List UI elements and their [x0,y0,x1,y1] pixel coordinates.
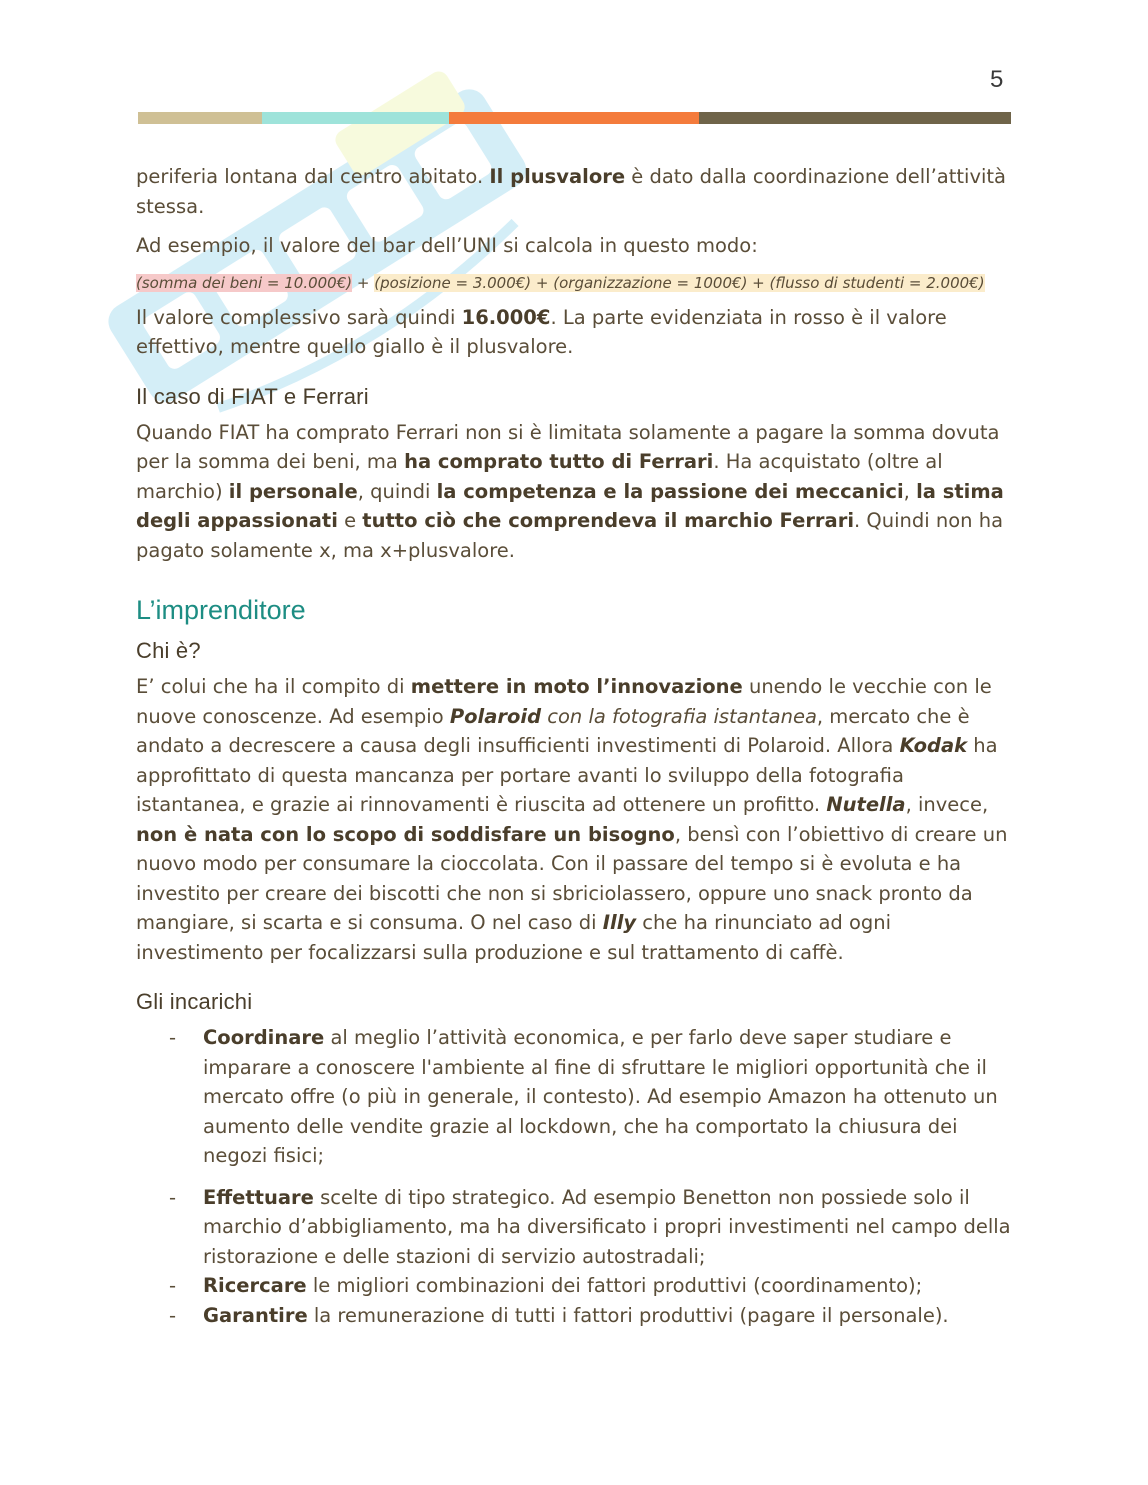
list-item [136,1301,1016,1331]
text: , invece, [905,793,989,816]
paragraph-chi-e [136,672,1016,967]
text: al meglio l’attività economica, e per farlo deve saper studiare e imparare a conoscere l'ambiente al fine di sfruttare le migliori opportunità che il mercato offre (o più in generale, il contesto). Ad esempio Amazon ha ottenuto un aumento delle vendite grazie al lockdown, che ha comportato la chiusura dei negozi fisici; [203,1026,998,1167]
rule-segment-teal [262,112,449,124]
bold-text: il personale [228,479,358,503]
text: ha approfittato di questa mancanza per portare avanti lo sviluppo della fotografia istantanea, e grazie ai rinnovamenti è riuscita ad ottenere un profitto. [136,734,998,816]
header-color-rule [138,112,1011,124]
text: è dato dalla coordinazione dell’attività stessa. [136,165,1007,218]
bold-italic-text: Nutella [826,793,906,816]
list-dash: - [169,1303,177,1327]
list-dash: - [169,1274,177,1297]
list-item [136,1183,1016,1272]
bold-text: Coordinare [203,1026,325,1049]
incarichi-list [136,1023,1016,1330]
text: che ha rinunciato ad ogni investimento per focalizzarsi sulla produzione e sul trattamento di caffè. [136,911,892,964]
bold-text: Il plusvalore [489,165,626,188]
bold-text: la stima degli appassionati [136,479,1004,532]
bold-text: Ricercare [203,1274,307,1297]
bold-text: ha comprato tutto di Ferrari [404,450,714,473]
list-item [136,1023,1016,1171]
text: Il valore complessivo sarà quindi [136,305,462,329]
text: le migliori combinazioni dei fattori produttivi (coordinamento); [306,1274,923,1297]
bold-italic-text: Kodak [899,734,968,757]
highlight-yellow: (posizione = 3.000€) + (organizzazione = 1000€) + (flusso di studenti = 2.000€) [374,273,985,292]
text: , [903,479,917,503]
paragraph-valore-complessivo [136,303,1016,362]
bold-italic-text: Polaroid [449,704,542,728]
bold-text: Effettuare [203,1185,314,1209]
formula-line [136,271,1016,295]
bold-text: tutto ciò che comprendeva il marchio Ferrari [362,509,855,532]
text: . Ha acquistato (oltre al marchio) [136,450,943,503]
heading-chi-e: Chi è? [136,638,201,663]
italic-text: con la fotografia istantanea [541,704,817,728]
paragraph-plusvalore [136,162,1016,221]
bold-text: la competenza e la passione dei meccanici [436,479,904,503]
highlight-red: (somma dei beni = 10.000€) [136,273,353,292]
paragraph-esempio: Ad esempio, il valore del bar dell’UNI si calcola in questo modo: [136,234,758,257]
text: Quando FIAT ha comprato Ferrari non si è limitata solamente a pagare la somma dovuta per la somma dei beni, ma [136,420,1000,473]
text: . La parte evidenziata in rosso è il valore effettivo, mentre quello giallo è il plusvalore. [136,305,947,358]
bold-text: Garantire [203,1303,308,1327]
text: unendo le vecchie con le nuove conoscenze. Ad esempio [136,675,992,728]
text: , quindi [357,479,437,503]
bold-text: non è nata con lo scopo di soddisfare un bisogno [136,822,675,846]
list-dash: - [169,1026,177,1049]
text: . Quindi non ha pagato solamente x, ma x+plusvalore. [136,509,1004,562]
bold-text: 16.000€ [461,305,551,329]
bold-italic-text: Illy [602,911,637,934]
text: scelte di tipo strategico. Ad esempio Benetton non possiede solo il marchio d’abbigliamento, ma ha diversificato i propri investimenti nel campo della ristorazione e delle stazioni di servizio autostradali; [203,1185,1011,1268]
page-number: 5 [990,66,1004,93]
rule-segment-brown [699,112,1011,124]
rule-segment-orange [449,112,699,124]
bold-text: mettere in moto l’innovazione [410,675,743,698]
text: , mercato che è andato a decrescere a causa degli insufficienti investimenti di Polaroid. Allora [136,704,970,757]
text: periferia lontana dal centro abitato. [136,165,490,188]
text: la remunerazione di tutti i fattori produttivi (pagare il personale). [307,1303,949,1327]
text: e [337,509,363,532]
list-item [136,1271,1016,1301]
heading-incarichi: Gli incarichi [136,989,253,1014]
formula-plus: + [352,273,375,292]
list-dash: - [169,1185,177,1209]
page-content [136,162,1016,1330]
heading-fiat-ferrari: Il caso di FIAT e Ferrari [136,383,369,409]
text: , bensì con l’obiettivo di creare un nuovo modo per consumare la cioccolata. Con il passare del tempo si è evoluta e ha investito per creare dei biscotti che non si sbriciolassero, oppure uno snack pronto da mangiare, si scarta e si consuma. O nel caso di [136,822,1008,934]
heading-imprenditore: L’imprenditore [136,595,306,625]
rule-segment-beige [138,112,262,124]
text: E’ colui che ha il compito di [136,675,411,698]
paragraph-fiat [136,418,1016,566]
